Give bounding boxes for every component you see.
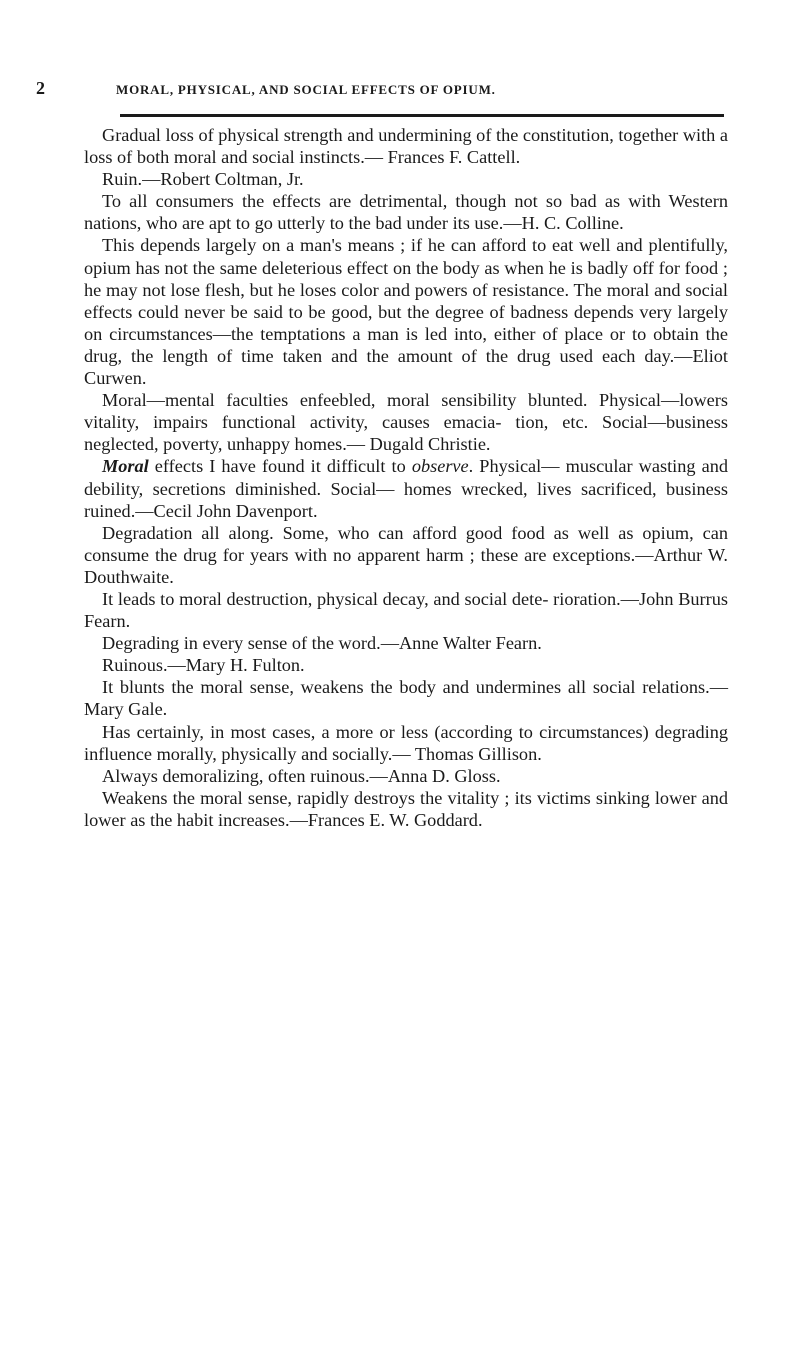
entry-john-fearn: It leads to moral destruction, physical decay, and social dete- rioration.—John Burrus Fearn.	[84, 588, 728, 632]
text-body	[84, 124, 728, 831]
entry-curwen: This depends largely on a man's means ; if he can afford to eat well and plentifully, opium has not the same deleterious effect on the body as when he is badly off for food ; he may not lose flesh, but he loses color and powers of resistance. The moral and social effects could never be said to be good, but the degree of badness depends very largely on circumstances—the temptations a man is led into, either of place or to obtain the drug, the length of time taken and the amount of the drug used each day.—Eliot Curwen.	[84, 235, 728, 389]
emphasis-moral: Moral	[102, 456, 149, 477]
page-number: 2	[36, 78, 46, 98]
entry-colline: To all consumers the effects are detrimental, though not so bad as with Western nations, who are apt to go utterly to the bad under its use.—H. C. Colline.	[84, 191, 728, 234]
entry-davenport-text-2: . Physical— muscular wasting and debility, secretions diminished. Social— homes wrecked, lives sacrificed, business ruined.—Cecil John Davenport.	[84, 456, 728, 521]
running-head	[36, 78, 740, 102]
entry-davenport	[84, 455, 728, 521]
entry-goddard: Weakens the moral sense, rapidly destroys the vitality ; its victims sinking lower and lower as the habit increases.—Frances E. W. Goddard.	[84, 787, 728, 830]
entry-douthwaite: Degradation all along. Some, who can afford good food as well as opium, can consume the drug for years with no apparent harm ; these are exceptions.—Arthur W. Douthwaite.	[84, 522, 728, 587]
entry-coltman: Ruin.—Robert Coltman, Jr.	[102, 169, 304, 190]
running-title: MORAL, PHYSICAL, AND SOCIAL EFFECTS OF OPIUM.	[116, 82, 496, 97]
entry-gale: It blunts the moral sense, weakens the body and undermines all social relations.—Mary Gale.	[84, 677, 728, 720]
header-rule	[120, 114, 724, 117]
entry-gillison: Has certainly, in most cases, a more or less (according to circumstances) degrading influence morally, physically and socially.— Thomas Gillison.	[84, 721, 728, 764]
entry-fulton: Ruinous.—Mary H. Fulton.	[102, 655, 305, 676]
entry-anne-fearn: Degrading in every sense of the word.—Anne Walter Fearn.	[102, 633, 542, 654]
emphasis-observe: observe	[411, 456, 469, 477]
entry-davenport-text-1: effects I have found it difficult to	[148, 456, 412, 477]
entry-cattell: Gradual loss of physical strength and undermining of the constitution, together with a loss of both moral and social instincts.— Frances F. Cattell.	[84, 125, 729, 168]
entry-gloss: Always demoralizing, often ruinous.—Anna D. Gloss.	[102, 765, 501, 786]
entry-christie: Moral—mental faculties enfeebled, moral sensibility blunted. Physical—lowers vitality, impairs functional activity, causes emacia- tion, etc. Social—business neglected, poverty, unhappy homes.— Dugald Christie.	[84, 390, 728, 455]
